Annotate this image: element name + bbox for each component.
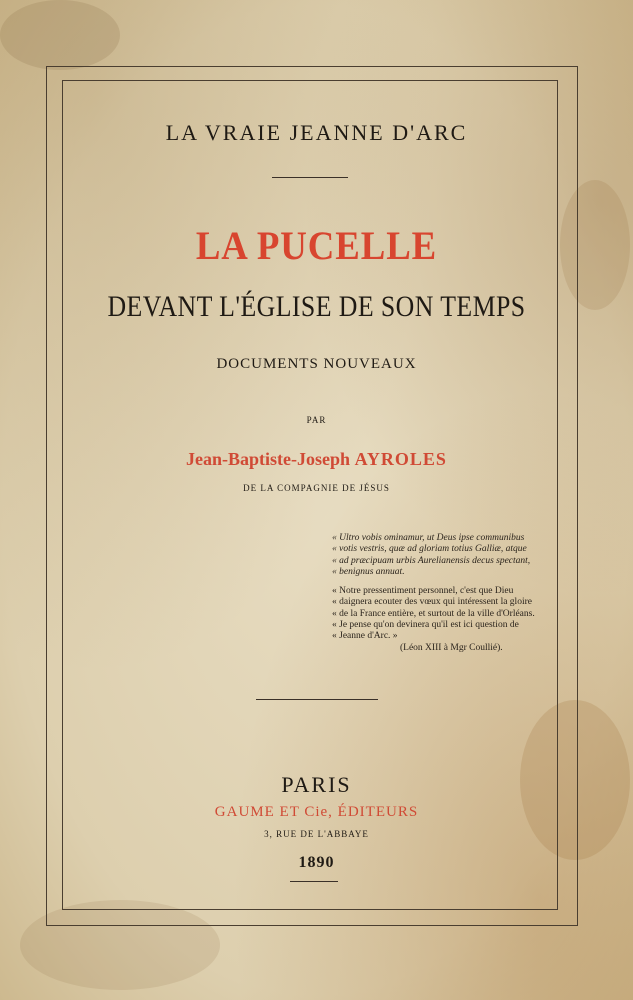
- author-affiliation: DE LA COMPAGNIE DE JÉSUS: [243, 483, 390, 493]
- epigraph-french-line: « de la France entière, et surtout de la ville d'Orléans.: [332, 608, 535, 619]
- imprint-publisher: GAUME ET Cie, ÉDITEURS: [214, 804, 419, 820]
- author-first-names: Jean-Baptiste-Joseph: [186, 449, 351, 469]
- series-title: LA VRAIE JEANNE D'ARC: [165, 120, 468, 145]
- divider-rule: [290, 881, 338, 882]
- epigraph-attribution: (Léon XIII à Mgr Coullié).: [400, 642, 503, 653]
- author-last-name: AYROLES: [354, 449, 447, 469]
- imprint-year: 1890: [298, 854, 335, 871]
- divider-rule: [272, 177, 348, 178]
- epigraph-latin-line: « ad præcipuam urbis Aurelianensis decus spectant,: [332, 555, 531, 566]
- epigraph-french-line: « daignera ecouter des vœux qui intéressent la gloire: [332, 597, 532, 608]
- author-name: [0, 449, 633, 470]
- epigraph-french-line: « Jeanne d'Arc. »: [332, 631, 398, 642]
- divider-rule: [256, 699, 378, 700]
- imprint-city: PARIS: [281, 772, 352, 797]
- documents-line: DOCUMENTS NOUVEAUX: [216, 356, 417, 372]
- paper-stain: [0, 0, 120, 70]
- epigraph-latin-line: « Ultro vobis ominamur, ut Deus ipse communibus: [332, 533, 525, 543]
- imprint-address: 3, RUE DE L'ABBAYE: [264, 829, 369, 839]
- epigraph-french-line: « Notre pressentiment personnel, c'est que Dieu: [332, 586, 514, 597]
- epigraph: [332, 533, 542, 654]
- epigraph-latin-line: « benignus annuat.: [332, 566, 405, 577]
- by-label: PAR: [306, 415, 327, 425]
- main-title: LA PUCELLE: [195, 223, 438, 268]
- epigraph-latin-line: « votis vestris, quæ ad gloriam totius Galliæ, atque: [332, 544, 527, 555]
- subtitle: DEVANT L'ÉGLISE DE SON TEMPS: [107, 290, 526, 323]
- epigraph-french-line: « Je pense qu'on devinera qu'il est ici question de: [332, 620, 519, 631]
